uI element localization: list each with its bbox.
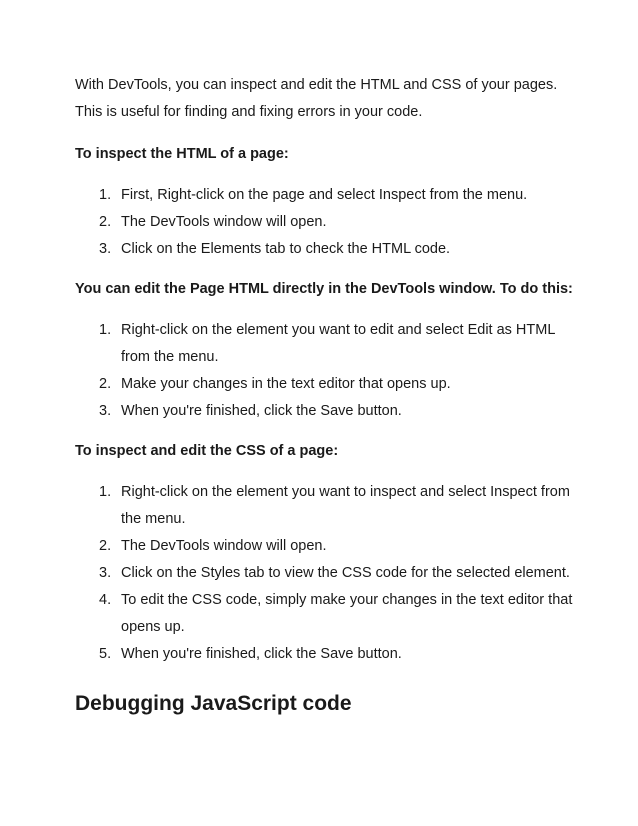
list-number: 4. (99, 592, 112, 608)
edit-html-steps (75, 317, 575, 425)
list-number: 2. (99, 214, 112, 230)
list-item-text: Make your changes in the text editor that opens up. (121, 376, 451, 392)
intro-paragraph (75, 72, 575, 126)
section-heading-edit-html: You can edit the Page HTML directly in the DevTools window. To do this: (75, 281, 573, 297)
list-number: 1. (99, 484, 112, 500)
list-number: 2. (99, 538, 112, 554)
list-item-text-line-1: To edit the CSS code, simply make your changes in the text editor that (121, 592, 573, 608)
list-item-text: When you're finished, click the Save button. (121, 646, 402, 662)
list-item-text-line-2: opens up. (121, 619, 185, 635)
intro-line-1: With DevTools, you can inspect and edit the HTML and CSS of your pages. (75, 77, 558, 93)
list-item (75, 398, 575, 425)
list-number: 1. (99, 322, 112, 338)
list-item-text-line-1: Right-click on the element you want to edit and select Edit as HTML (121, 322, 556, 338)
inspect-html-steps (75, 182, 575, 263)
list-item (75, 479, 575, 533)
section-heading-inspect-html: To inspect the HTML of a page: (75, 146, 289, 162)
document-content (75, 72, 575, 718)
list-item (75, 371, 575, 398)
list-number: 2. (99, 376, 112, 392)
list-item-text: The DevTools window will open. (121, 214, 327, 230)
list-item-text-line-2: from the menu. (121, 349, 219, 365)
list-number: 1. (99, 187, 112, 203)
list-item (75, 641, 575, 668)
list-item (75, 587, 575, 641)
list-number: 3. (99, 241, 112, 257)
list-number: 5. (99, 646, 112, 662)
list-item (75, 533, 575, 560)
list-item-text-line-1: Right-click on the element you want to inspect and select Inspect from (121, 484, 570, 500)
list-item (75, 209, 575, 236)
inspect-css-steps (75, 479, 575, 668)
list-item (75, 236, 575, 263)
list-item (75, 182, 575, 209)
list-item (75, 317, 575, 371)
list-item-text: The DevTools window will open. (121, 538, 327, 554)
list-number: 3. (99, 565, 112, 581)
intro-line-2: This is useful for finding and fixing errors in your code. (75, 104, 423, 120)
list-item-text: Click on the Elements tab to check the HTML code. (121, 241, 451, 257)
list-item (75, 560, 575, 587)
list-item-text: When you're finished, click the Save button. (121, 403, 402, 419)
section-title-debugging-javascript: Debugging JavaScript code (75, 692, 352, 715)
section-heading-inspect-css: To inspect and edit the CSS of a page: (75, 443, 339, 459)
list-item-text: First, Right-click on the page and select Inspect from the menu. (121, 187, 528, 203)
list-item-text-line-2: the menu. (121, 511, 186, 527)
list-item-text: Click on the Styles tab to view the CSS code for the selected element. (121, 565, 570, 581)
list-number: 3. (99, 403, 112, 419)
